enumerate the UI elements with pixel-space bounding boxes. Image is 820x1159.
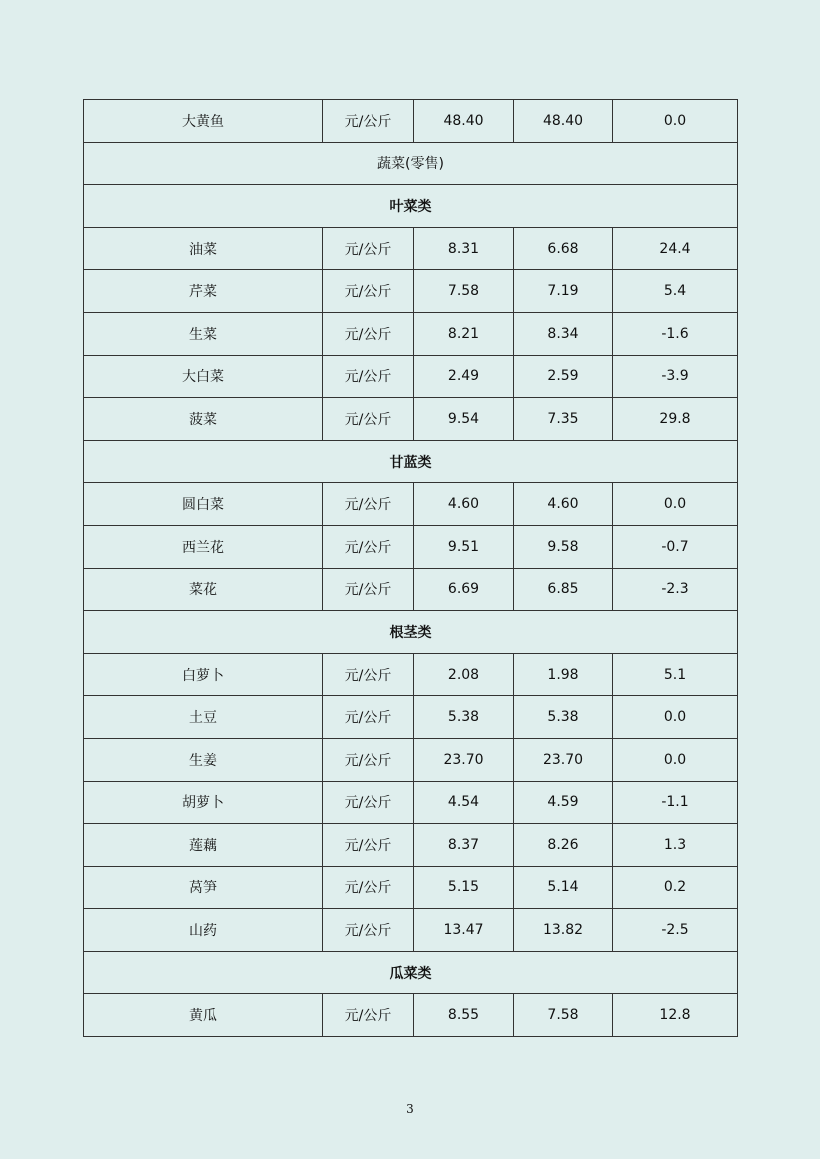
table-row (84, 312, 738, 355)
change-percent-cell: 1.3 (613, 824, 738, 867)
table-row (84, 824, 738, 867)
unit-cell: 元/公斤 (323, 866, 414, 909)
unit-cell: 元/公斤 (323, 227, 414, 270)
change-percent-cell: 0.0 (613, 100, 738, 143)
unit-cell: 元/公斤 (323, 355, 414, 398)
change-percent-cell: -2.5 (613, 909, 738, 952)
price-table (83, 99, 738, 1037)
unit-cell: 元/公斤 (323, 824, 414, 867)
table-row (84, 525, 738, 568)
item-name-cell: 芹菜 (84, 270, 323, 313)
previous-price-cell: 7.58 (514, 994, 613, 1037)
item-name-cell: 生姜 (84, 738, 323, 781)
item-name-cell: 大黄鱼 (84, 100, 323, 143)
page-number: 3 (406, 1102, 414, 1116)
table-row (84, 781, 738, 824)
change-percent-cell: -1.6 (613, 312, 738, 355)
previous-price-cell: 8.34 (514, 312, 613, 355)
category-header-row (84, 611, 738, 654)
change-percent-cell: 12.8 (613, 994, 738, 1037)
previous-price-cell: 7.19 (514, 270, 613, 313)
unit-cell: 元/公斤 (323, 483, 414, 526)
current-price-cell: 7.58 (414, 270, 514, 313)
price-table-body (84, 100, 738, 1037)
category-label: 甘蓝类 (84, 440, 738, 483)
current-price-cell: 5.38 (414, 696, 514, 739)
previous-price-cell: 7.35 (514, 398, 613, 441)
previous-price-cell: 48.40 (514, 100, 613, 143)
previous-price-cell: 6.85 (514, 568, 613, 611)
category-header-row (84, 951, 738, 994)
table-row (84, 483, 738, 526)
unit-cell: 元/公斤 (323, 738, 414, 781)
change-percent-cell: -1.1 (613, 781, 738, 824)
unit-cell: 元/公斤 (323, 568, 414, 611)
item-name-cell: 菜花 (84, 568, 323, 611)
previous-price-cell: 4.59 (514, 781, 613, 824)
change-percent-cell: 24.4 (613, 227, 738, 270)
item-name-cell: 菠菜 (84, 398, 323, 441)
category-label: 叶菜类 (84, 185, 738, 228)
category-header-row (84, 185, 738, 228)
unit-cell: 元/公斤 (323, 653, 414, 696)
change-percent-cell: 5.1 (613, 653, 738, 696)
current-price-cell: 8.55 (414, 994, 514, 1037)
change-percent-cell: 29.8 (613, 398, 738, 441)
previous-price-cell: 4.60 (514, 483, 613, 526)
current-price-cell: 4.54 (414, 781, 514, 824)
previous-price-cell: 23.70 (514, 738, 613, 781)
section-header-row (84, 142, 738, 185)
unit-cell: 元/公斤 (323, 909, 414, 952)
current-price-cell: 9.51 (414, 525, 514, 568)
current-price-cell: 48.40 (414, 100, 514, 143)
unit-cell: 元/公斤 (323, 398, 414, 441)
item-name-cell: 土豆 (84, 696, 323, 739)
current-price-cell: 8.31 (414, 227, 514, 270)
unit-cell: 元/公斤 (323, 270, 414, 313)
unit-cell: 元/公斤 (323, 312, 414, 355)
table-row (84, 355, 738, 398)
change-percent-cell: -2.3 (613, 568, 738, 611)
current-price-cell: 23.70 (414, 738, 514, 781)
item-name-cell: 大白菜 (84, 355, 323, 398)
table-row (84, 270, 738, 313)
previous-price-cell: 6.68 (514, 227, 613, 270)
item-name-cell: 白萝卜 (84, 653, 323, 696)
table-row (84, 227, 738, 270)
item-name-cell: 莲藕 (84, 824, 323, 867)
change-percent-cell: 0.0 (613, 483, 738, 526)
current-price-cell: 13.47 (414, 909, 514, 952)
unit-cell: 元/公斤 (323, 781, 414, 824)
change-percent-cell: 0.2 (613, 866, 738, 909)
previous-price-cell: 8.26 (514, 824, 613, 867)
unit-cell: 元/公斤 (323, 525, 414, 568)
category-label: 根茎类 (84, 611, 738, 654)
previous-price-cell: 2.59 (514, 355, 613, 398)
item-name-cell: 西兰花 (84, 525, 323, 568)
item-name-cell: 胡萝卜 (84, 781, 323, 824)
current-price-cell: 4.60 (414, 483, 514, 526)
unit-cell: 元/公斤 (323, 696, 414, 739)
table-row (84, 738, 738, 781)
category-header-row (84, 440, 738, 483)
item-name-cell: 黄瓜 (84, 994, 323, 1037)
current-price-cell: 6.69 (414, 568, 514, 611)
table-row (84, 994, 738, 1037)
table-row (84, 866, 738, 909)
table-row (84, 100, 738, 143)
item-name-cell: 生菜 (84, 312, 323, 355)
item-name-cell: 莴笋 (84, 866, 323, 909)
table-row (84, 909, 738, 952)
current-price-cell: 8.37 (414, 824, 514, 867)
current-price-cell: 8.21 (414, 312, 514, 355)
table-row (84, 653, 738, 696)
previous-price-cell: 1.98 (514, 653, 613, 696)
item-name-cell: 油菜 (84, 227, 323, 270)
unit-cell: 元/公斤 (323, 994, 414, 1037)
change-percent-cell: -0.7 (613, 525, 738, 568)
current-price-cell: 2.08 (414, 653, 514, 696)
category-label: 瓜菜类 (84, 951, 738, 994)
change-percent-cell: 0.0 (613, 738, 738, 781)
item-name-cell: 圆白菜 (84, 483, 323, 526)
section-label: 蔬菜(零售) (84, 142, 738, 185)
change-percent-cell: -3.9 (613, 355, 738, 398)
previous-price-cell: 5.14 (514, 866, 613, 909)
previous-price-cell: 5.38 (514, 696, 613, 739)
previous-price-cell: 9.58 (514, 525, 613, 568)
table-row (84, 696, 738, 739)
item-name-cell: 山药 (84, 909, 323, 952)
current-price-cell: 9.54 (414, 398, 514, 441)
table-row (84, 398, 738, 441)
previous-price-cell: 13.82 (514, 909, 613, 952)
current-price-cell: 2.49 (414, 355, 514, 398)
current-price-cell: 5.15 (414, 866, 514, 909)
unit-cell: 元/公斤 (323, 100, 414, 143)
change-percent-cell: 5.4 (613, 270, 738, 313)
change-percent-cell: 0.0 (613, 696, 738, 739)
table-row (84, 568, 738, 611)
